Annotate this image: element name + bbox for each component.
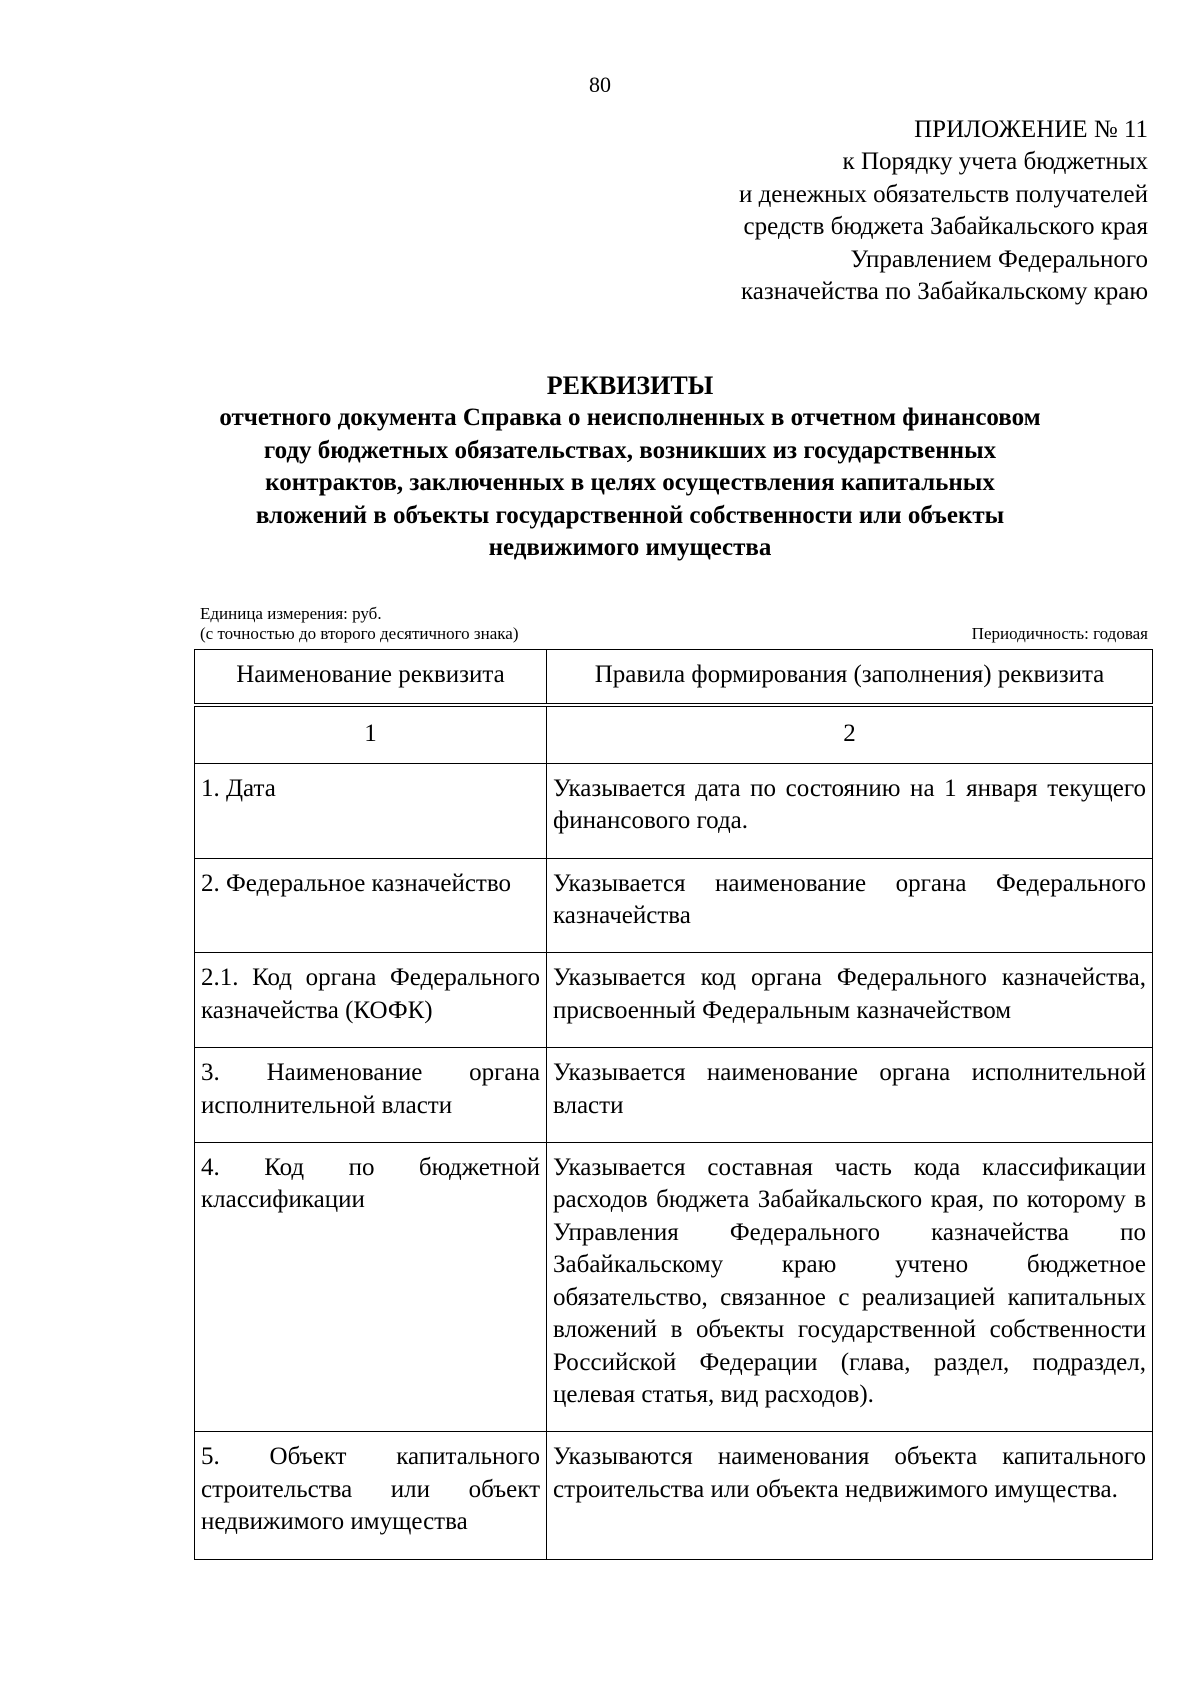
title-line: году бюджетных обязательствах, возникших из государственных: [263, 436, 997, 464]
requisite-name: 4. Код по бюджетной классификации: [195, 1143, 547, 1432]
requisite-name: 3. Наименование органа исполнительной власти: [195, 1048, 547, 1143]
appendix-line: Управлением Федерального: [850, 245, 1148, 273]
appendix-line: казначейства по Забайкальскому краю: [741, 278, 1148, 306]
document-title: [190, 370, 1070, 564]
column-number: 1: [195, 705, 547, 763]
requisite-name: 1. Дата: [195, 763, 547, 858]
requisite-rule: Указывается наименование органа исполнительной власти: [547, 1048, 1153, 1143]
appendix-line: ПРИЛОЖЕНИЕ № 11: [914, 116, 1148, 143]
appendix-line: к Порядку учета бюджетных: [842, 148, 1148, 176]
precision-label: (с точностью до второго десятичного знака): [200, 624, 519, 643]
requisite-name: 2. Федеральное казначейство: [195, 858, 547, 953]
requisite-name: 5. Объект капитального строительства или объект недвижимого имущества: [195, 1432, 547, 1559]
table-row: [195, 953, 1153, 1048]
title-main: РЕКВИЗИТЫ: [546, 371, 714, 400]
title-line: вложений в объекты государственной собственности или объекты: [255, 501, 1005, 529]
column-header-name: Наименование реквизита: [195, 650, 547, 706]
periodicity-label: Периодичность: годовая: [971, 624, 1148, 643]
table-header-row: [195, 650, 1153, 706]
unit-label: Единица измерения: руб.: [200, 604, 382, 623]
title-line: отчетного документа Справка о неисполненных в отчетном финансовом: [219, 404, 1041, 432]
requisite-rule: Указывается составная часть кода классификации расходов бюджета Забайкальского края, по которому в Управления Федерального казначейства по Забайкальскому краю учтено бюджетное обязательство, связанное с реализацией капитальных вложений в объекты государственной собственности Российской Федерации (глава, раздел, подраздел, целевая статья, вид расходов).: [547, 1143, 1153, 1432]
table-row: [195, 1048, 1153, 1143]
table-row: [195, 763, 1153, 858]
title-line: недвижимого имущества: [488, 534, 772, 562]
appendix-line: средств бюджета Забайкальского края: [743, 213, 1148, 241]
title-line: контрактов, заключенных в целях осуществления капитальных: [265, 469, 995, 497]
requisite-rule: Указывается дата по состоянию на 1 января текущего финансового года.: [547, 763, 1153, 858]
column-header-rule: Правила формирования (заполнения) реквизита: [547, 650, 1153, 706]
column-number: 2: [547, 705, 1153, 763]
table-row: [195, 858, 1153, 953]
requisite-rule: Указываются наименования объекта капитального строительства или объекта недвижимого имущества.: [547, 1432, 1153, 1559]
table-row: [195, 1143, 1153, 1432]
requisite-name: 2.1. Код органа Федерального казначейства (КОФК): [195, 953, 547, 1048]
page-number: 80: [589, 72, 611, 97]
requisite-rule: Указывается наименование органа Федерального казначейства: [547, 858, 1153, 953]
table-meta: [200, 604, 1148, 644]
requisites-table: [194, 649, 1153, 1560]
appendix-header: [588, 114, 1148, 308]
column-number-row: [195, 705, 1153, 763]
appendix-line: и денежных обязательств получателей: [738, 180, 1148, 208]
requisite-rule: Указывается код органа Федерального казначейства, присвоенный Федеральным казначейством: [547, 953, 1153, 1048]
table-row: [195, 1432, 1153, 1559]
